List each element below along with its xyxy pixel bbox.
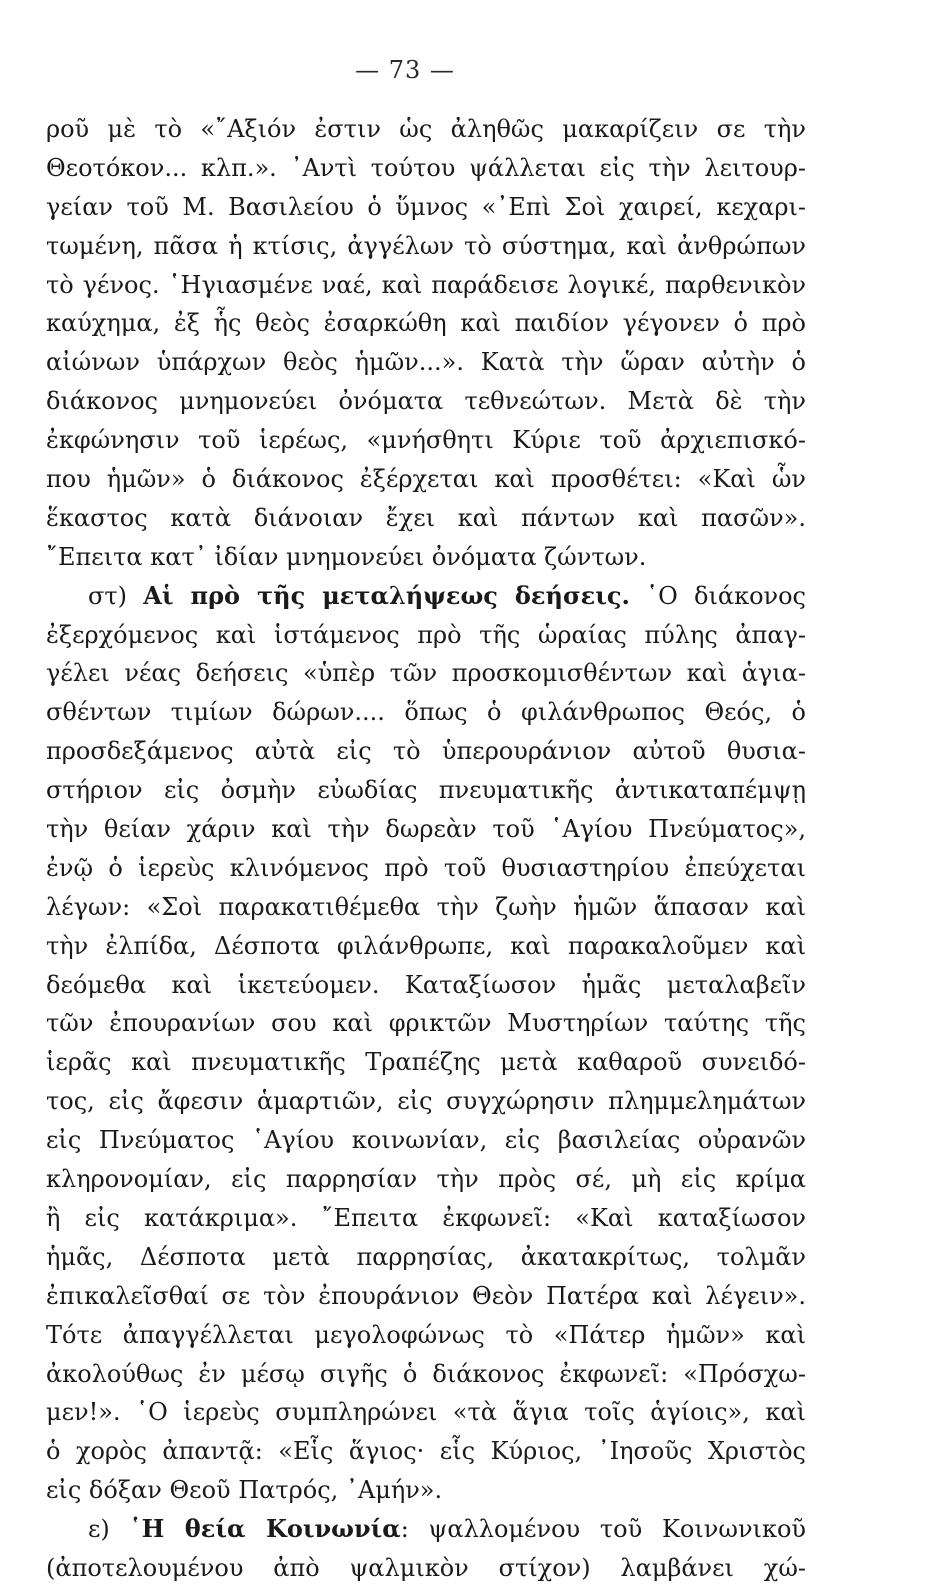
text-line: τωμένη, πᾶσα ἡ κτίσις, ἀγγέλων τὸ σύστημα, καὶ ἀνθρώπων <box>46 231 806 260</box>
section-heading-line <box>46 577 806 616</box>
text-line: τὴν ἐλπίδα, Δέσποτα φιλάνθρωπε, καὶ παρακαλοῦμεν καὶ <box>46 931 806 960</box>
body-text <box>46 110 806 1588</box>
section-heading: ῾Η θεία Κοινωνία <box>129 1514 401 1544</box>
text-line: ἐκφώνησιν τοῦ ἱερέως, «μνήσθητι Κύριε τοῦ ἀρχιεπισκό- <box>46 426 806 455</box>
text-line: δεόμεθα καὶ ἱκετεύομεν. Καταξίωσον ἡμᾶς μεταλαβεῖν <box>46 970 806 999</box>
text-line: (ἀποτελουμένου ἀπὸ ψαλμικὸν στίχον) λαμβάνει χώ- <box>46 1553 806 1582</box>
text-line: λέγων: «Σοὶ παρακατιθέμεθα τὴν ζωὴν ἡμῶν ἅπασαν καὶ <box>46 892 806 921</box>
section-heading: Αἱ πρὸ τῆς μεταλήψεως δεήσεις. <box>143 580 630 610</box>
text-line: ῎Επειτα κατ᾿ ἰδίαν μνημονεύει ὀνόματα ζώντων. <box>46 542 647 571</box>
text-line: ἕκαστος κατὰ διάνοιαν ἔχει καὶ πάντων καὶ πασῶν». <box>46 503 806 532</box>
text-line: στήριον εἰς ὀσμὴν εὐωδίας πνευματικῆς ἀντικαταπέμψῃ <box>46 776 806 805</box>
text-line: ἱερᾶς καὶ πνευματικῆς Τραπέζης μετὰ καθαροῦ συνειδό- <box>46 1048 806 1077</box>
text-line: τὴν θείαν χάριν καὶ τὴν δωρεὰν τοῦ ῾Αγίου Πνεύματος», <box>46 815 806 844</box>
text-line: γέλει νέας δεήσεις «ὑπὲρ τῶν προσκομισθέντων καὶ ἁγια- <box>46 659 806 688</box>
text-line: κληρονομίαν, εἰς παρρησίαν τὴν πρὸς σέ, μὴ εἰς κρίμα <box>46 1165 806 1194</box>
text-line: τὸ γένος. ῾Ηγιασμένε ναέ, καὶ παράδεισε λογικέ, παρθενικὸν <box>46 270 806 299</box>
text-line: εἰς δόξαν Θεοῦ Πατρός, ᾿Αμήν». <box>46 1476 443 1505</box>
text-line: ροῦ μὲ τὸ «῎Αξιόν ἐστιν ὡς ἀληθῶς μακαρίζειν σε τὴν <box>46 115 806 143</box>
text-line: ἡμᾶς, Δέσποτα μετὰ παρρησίας, ἀκατακρίτως, τολμᾶν <box>46 1242 806 1271</box>
section-heading-line <box>46 1510 806 1549</box>
text-line: Τότε ἀπαγγέλλεται μεγολοφώνως τὸ «Πάτερ ἡμῶν» καὶ <box>46 1320 806 1349</box>
page-number: — 73 — <box>355 56 455 84</box>
text-line: διάκονος μνημονεύει ὀνόματα τεθνεώτων. Μετὰ δὲ τὴν <box>46 387 806 416</box>
text-line: ἐνῷ ὁ ἱερεὺς κλινόμενος πρὸ τοῦ θυσιαστηρίου ἐπεύχεται <box>46 853 806 882</box>
text-line: μεν!». ῾Ο ἱερεὺς συμπληρώνει «τὰ ἅγια τοῖς ἁγίοις», καὶ <box>46 1398 806 1427</box>
text-line: καύχημα, ἐξ ἧς θεὸς ἐσαρκώθη καὶ παιδίον γέγονεν ὁ πρὸ <box>46 309 806 338</box>
text-line: εἰς Πνεύματος ῾Αγίου κοινωνίαν, εἰς βασιλείας οὐρανῶν <box>46 1126 806 1155</box>
text-line: τος, εἰς ἄφεσιν ἁμαρτιῶν, εἰς συγχώρησιν πλημμελημάτων <box>46 1087 806 1116</box>
text-line: Θεοτόκον... κλπ.». ᾿Αντὶ τούτου ψάλλεται εἰς τὴν λειτουρ- <box>46 153 806 182</box>
text-line: ἀκολούθως ἐν μέσῳ σιγῆς ὁ διάκονος ἐκφωνεῖ: «Πρόσχω- <box>46 1359 806 1388</box>
text-line: ἐξερχόμενος καὶ ἱστάμενος πρὸ τῆς ὡραίας πύλης ἀπαγ- <box>46 620 806 649</box>
text-line: σθέντων τιμίων δώρων.... ὅπως ὁ φιλάνθρωπος Θεός, ὁ <box>46 698 806 727</box>
section-heading-rest: : ψαλλομένου τοῦ Κοινωνικοῦ <box>400 1515 806 1544</box>
text-line: ἢ εἰς κατάκριμα». ῎Επειτα ἐκφωνεῖ: «Καὶ καταξίωσον <box>46 1203 806 1232</box>
text-line: προσδεξάμενος αὐτὰ εἰς τὸ ὑπερουράνιον αὐτοῦ θυσια- <box>46 737 806 766</box>
text-line: τῶν ἐπουρανίων σου καὶ φρικτῶν Μυστηρίων ταύτης τῆς <box>46 1009 806 1038</box>
section-heading-rest: ῾Ο διάκονος <box>629 581 806 610</box>
text-line: ὁ χορὸς ἀπαντᾷ: «Εἷς ἅγιος· εἷς Κύριος, ᾿Ιησοῦς Χριστὸς <box>46 1437 806 1466</box>
text-line: αἰώνων ὑπάρχων θεὸς ἡμῶν...». Κατὰ τὴν ὥραν αὐτὴν ὁ <box>46 348 806 377</box>
section-marker: ε) <box>88 1515 130 1544</box>
section-marker: στ) <box>88 581 144 610</box>
text-line: γείαν τοῦ Μ. Βασιλείου ὁ ὕμνος «᾿Επὶ Σοὶ χαιρεί, κεχαρι- <box>46 192 806 221</box>
text-line: που ἡμῶν» ὁ διάκονος ἐξέρχεται καὶ προσθέτει: «Καὶ ὧν <box>46 465 806 494</box>
text-line: ἐπικαλεῖσθαί σε τὸν ἐπουράνιον Θεὸν Πατέρα καὶ λέγειν». <box>46 1281 806 1310</box>
